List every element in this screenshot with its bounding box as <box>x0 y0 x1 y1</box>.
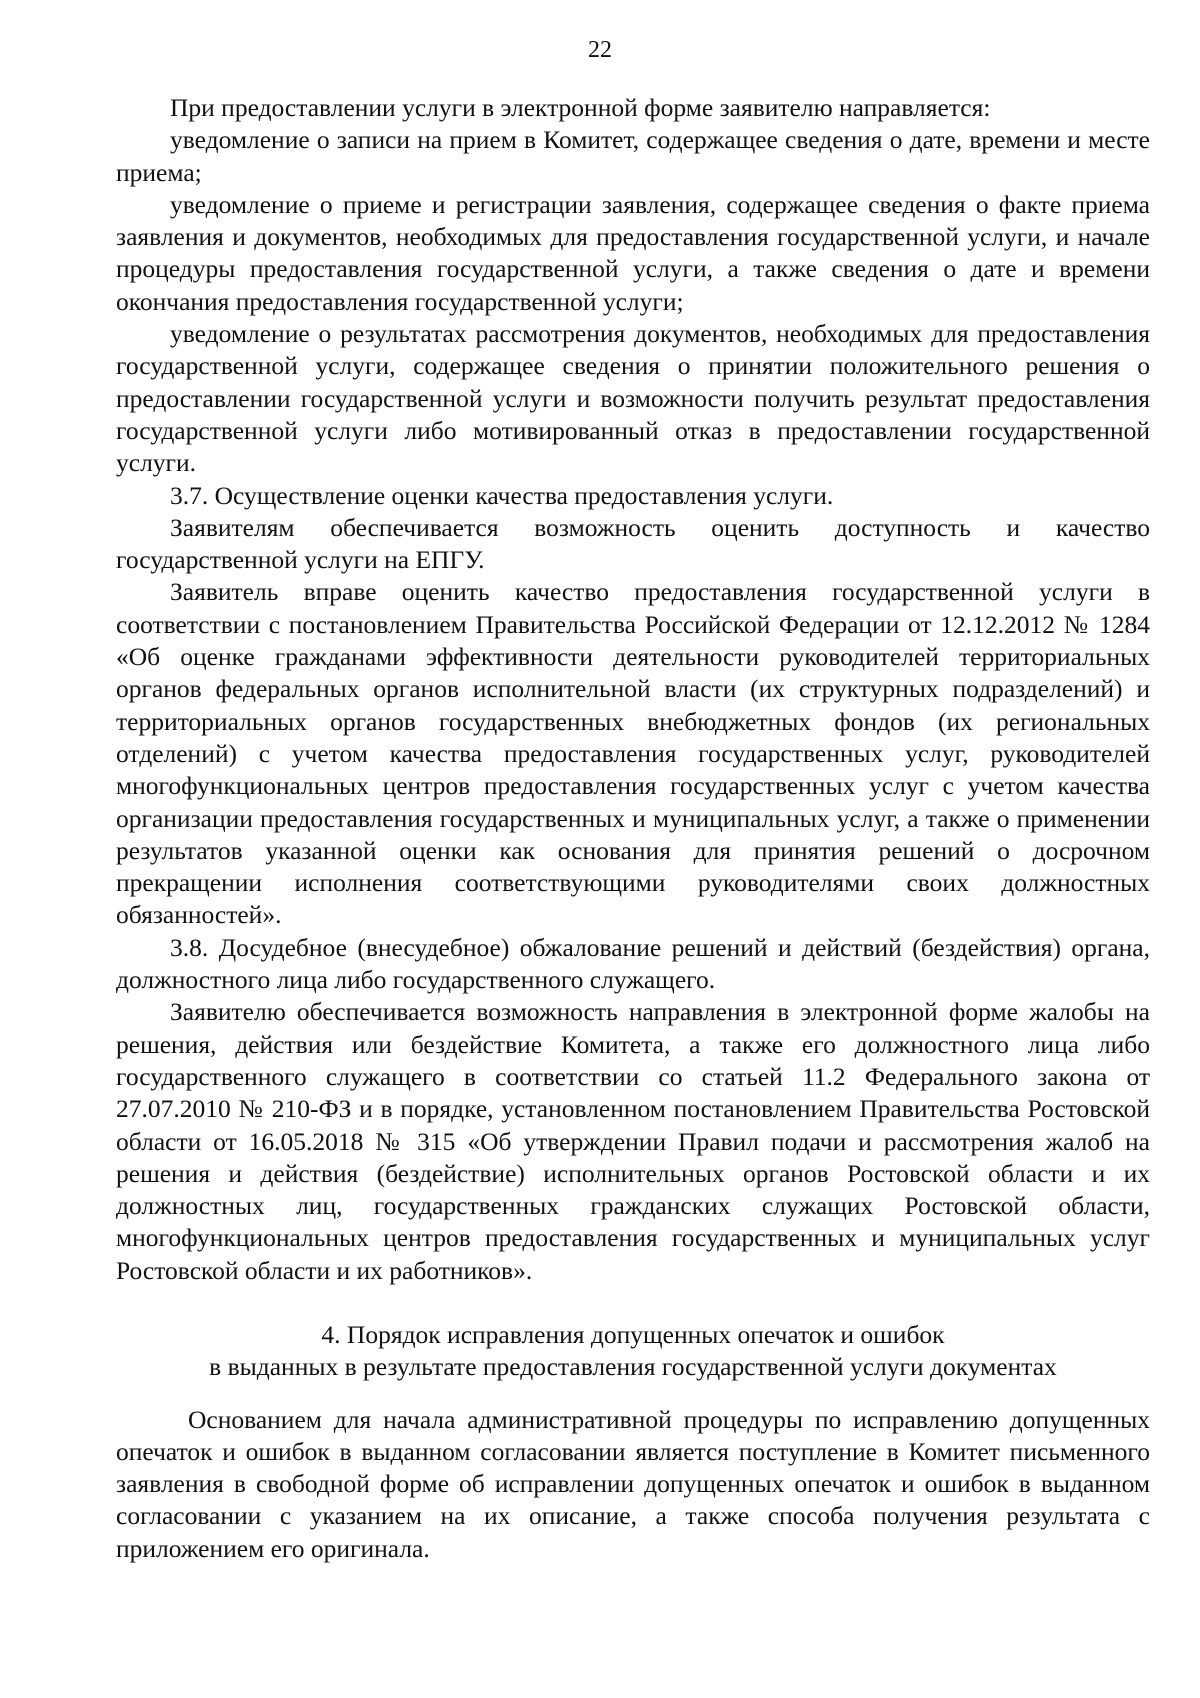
paragraph-correction-grounds: Основанием для начала административной процедуры по исправлению допущенных опечаток и ошибок в выданном согласовании является поступление в Комитет письменного заявления в свободной форме об исправлении допущенных опечаток и ошибок в выданном согласовании с указанием на их описание, а также способа получения результата с приложением его оригинала. <box>116 1404 1150 1563</box>
paragraph-registration-notice: уведомление о приеме и регистрации заявления, содержащее сведения о факте приема заявления и документов, необходимых для предоставления государственной услуги, и начале процедуры предоставления государственной услуги, а также сведения о дате и времени окончания предоставления государственной услуги; <box>116 189 1150 316</box>
section-4-heading-line2: в выданных в результате предоставления государственной услуги документах <box>209 1352 1057 1382</box>
page-number: 22 <box>588 37 612 63</box>
section-4-heading <box>116 1319 1150 1384</box>
section-4-heading-line1: 4. Порядок исправления допущенных опечаток и ошибок <box>321 1319 945 1349</box>
paragraph-complaint-procedure: Заявителю обеспечивается возможность направления в электронной форме жалобы на решения, действия или бездействие Комитета, а также его должностного лица либо государственного служащего в соответствии со статьей 11.2 Федерального закона от 27.07.2010 № 210-ФЗ и в порядке, установленном постановлением Правительства Ростовской области от 16.05.2018 № 315 «Об утверждении Правил подачи и рассмотрения жалоб на решения и действия (бездействие) исполнительных органов Ростовской области и их должностных лиц, государственных гражданских служащих Ростовской области, многофункциональных центров предоставления государственных и муниципальных услуг Ростовской области и их работников». <box>116 997 1150 1285</box>
paragraph-review-results-notice: уведомление о результатах рассмотрения документов, необходимых для предоставления государственной услуги, содержащее сведения о принятии положительного решения о предоставлении государственной услуги и возможности получить результат предоставления государственной услуги либо мотивированный отказ в предоставлении государственной услуги. <box>116 319 1150 478</box>
paragraph-quality-assessment: Заявителям обеспечивается возможность оценить доступность и качество государственной услуги на ЕПГУ. <box>116 512 1150 575</box>
clause-3-8-heading: 3.8. Досудебное (внесудебное) обжалование решений и действий (бездействия) органа, должностного лица либо государственного служащего. <box>116 932 1150 995</box>
clause-3-7-heading: 3.7. Осуществление оценки качества предоставления услуги. <box>170 480 834 510</box>
document-body <box>116 92 1150 1565</box>
paragraph-appointment-notice: уведомление о записи на прием в Комитет, содержащее сведения о дате, времени и месте приема; <box>116 125 1150 187</box>
paragraph-electronic-notifications: При предоставлении услуги в электронной форме заявителю направляется: <box>170 93 991 122</box>
paragraph-quality-assessment-regulation: Заявитель вправе оценить качество предоставления государственной услуги в соответствии с постановлением Правительства Российской Федерации от 12.12.2012 № 1284 «Об оценке гражданами эффективности деятельности руководителей территориальных органов федеральных органов исполнительной власти (их структурных подразделений) и территориальных органов государственных внебюджетных фондов (их региональных отделений) с учетом качества предоставления государственных услуг, руководителей многофункциональных центров предоставления государственных услуг с учетом качества организации предоставления государственных и муниципальных услуг, а также о применении результатов указанной оценки как основания для принятия решений о досрочном прекращении исполнения соответствующими руководителями своих должностных обязанностей». <box>116 577 1150 930</box>
